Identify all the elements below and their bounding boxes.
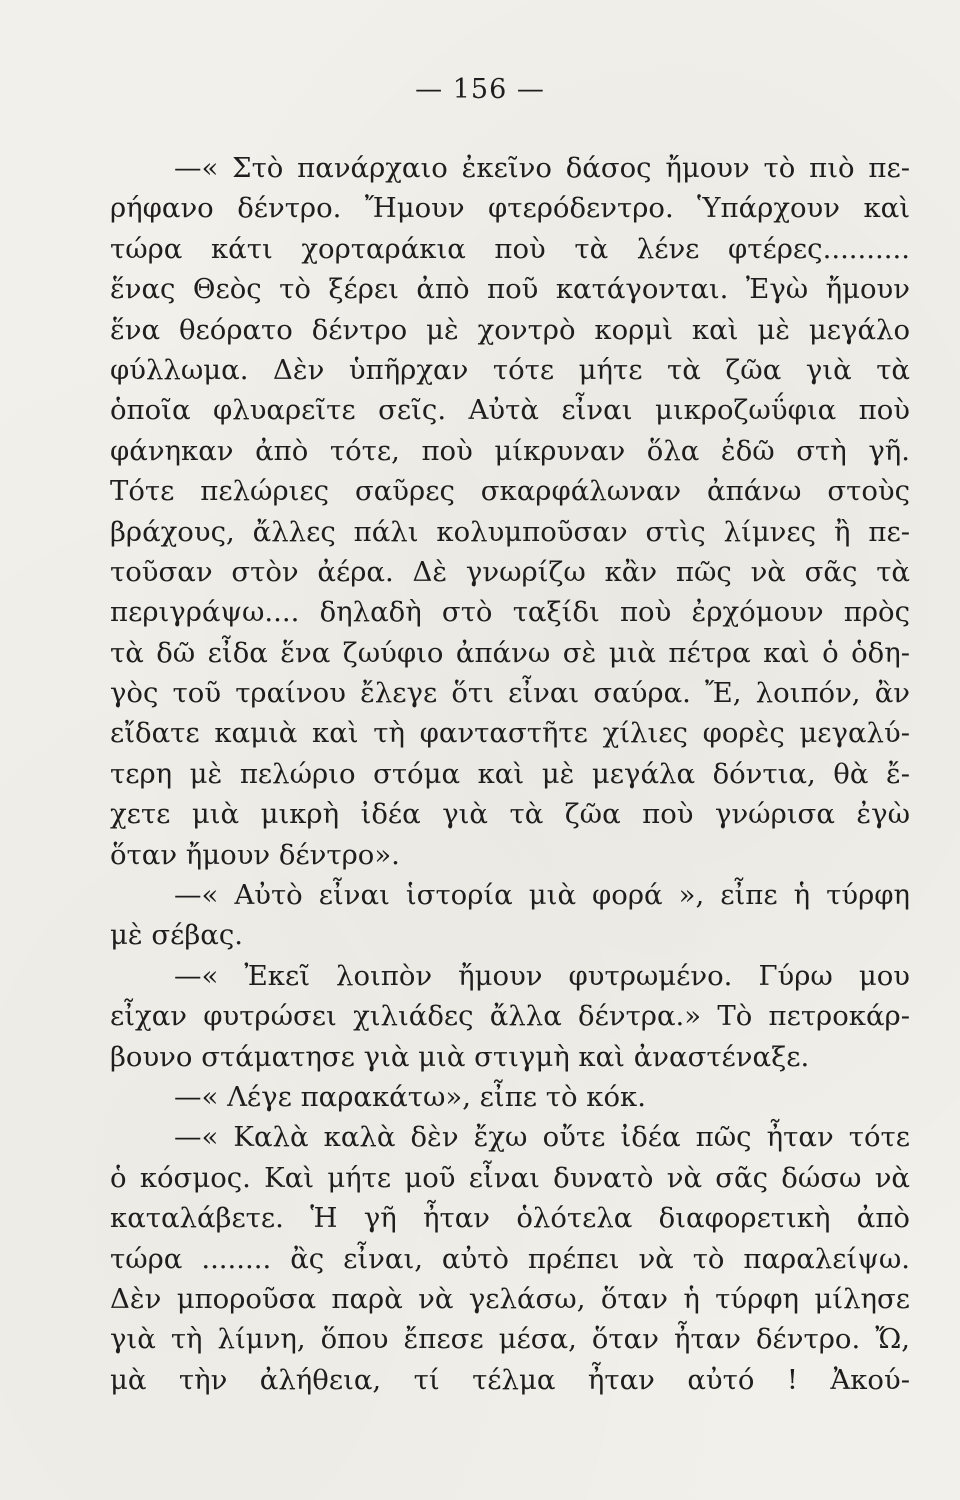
body-text [110,148,910,1400]
text-line: —« Καλὰ καλὰ δὲν ἔχω οὔτε ἰδέα πῶς ἦταν τότε [174,1121,910,1154]
text-line: εἴδατε καμιὰ καὶ τὴ φανταστῆτε χίλιες φορὲς μεγαλύ- [110,717,910,750]
text-line: Τότε πελώριες σαῦρες σκαρφάλωναν ἀπάνω στοὺς [110,475,910,508]
text-line: τώρα ........ ἂς εἶναι, αὐτὸ πρέπει νὰ τὸ παραλείψω. [110,1242,910,1275]
text-line: ἕνα θεόρατο δέντρο μὲ χοντρὸ κορμὶ καὶ μὲ μεγάλο [110,313,910,346]
text-line: χετε μιὰ μικρὴ ἰδέα γιὰ τὰ ζῶα ποὺ γνώρισα ἐγὼ [110,798,910,831]
text-line: —« Λέγε παρακάτω», εἶπε τὸ κόκ. [174,1080,646,1113]
text-line: εἶχαν φυτρώσει χιλιάδες ἄλλα δέντρα.» Τὸ πετροκάρ- [110,1000,910,1033]
text-line: τώρα κάτι χορταράκια ποὺ τὰ λένε φτέρες.......... [110,232,910,265]
text-line: βράχους, ἄλλες πάλι κολυμποῦσαν στὶς λίμνες ἢ πε- [110,515,910,548]
text-line: ὅταν ἤμουν δέντρο». [110,838,400,871]
text-line: καταλάβετε. Ἡ γῆ ἦταν ὁλότελα διαφορετικὴ ἀπὸ [110,1202,910,1235]
text-line: ρήφανο δέντρο. Ἤμουν φτερόδεντρο. Ὑπάρχουν καὶ [110,192,910,225]
text-line: —« Αὐτὸ εἶναι ἱστορία μιὰ φορά », εἶπε ἡ τύρφη [174,879,910,912]
text-line: Δὲν μποροῦσα παρὰ νὰ γελάσω, ὅταν ἡ τύρφη μίλησε [110,1282,910,1315]
text-line: περιγράψω.... δηλαδὴ στὸ ταξίδι ποὺ ἐρχόμουν πρὸς [110,596,910,629]
text-line: —« Στὸ πανάρχαιο ἐκεῖνο δάσος ἤμουν τὸ πιὸ πε- [174,152,910,184]
text-line: τοῦσαν στὸν ἀέρα. Δὲ γνωρίζω κἂν πῶς νὰ σᾶς τὰ [110,555,910,588]
text-line: μὰ τὴν ἀλήθεια, τί τέλμα ἦταν αὐτό ! Ἀκού- [110,1363,910,1396]
text-line: τερη μὲ πελώριο στόμα καὶ μὲ μεγάλα δόντια, θὰ ἔ- [110,757,910,790]
page-number: — 156 — [415,74,545,105]
text-line: τὰ δῶ εἶδα ἕνα ζωύφιο ἀπάνω σὲ μιὰ πέτρα καὶ ὁ ὁδη- [110,636,910,669]
text-line: —« Ἐκεῖ λοιπὸν ἤμουν φυτρωμένο. Γύρω μου [174,959,910,992]
text-line: βουνο στάματησε γιὰ μιὰ στιγμὴ καὶ ἀναστέναξε. [110,1040,810,1073]
text-line: γιὰ τὴ λίμνη, ὅπου ἔπεσε μέσα, ὅταν ἦταν δέντρο. Ὤ, [110,1323,910,1356]
text-line: ἕνας Θεὸς τὸ ξέρει ἀπὸ ποῦ κατάγονται. Ἐγὼ ἤμουν [110,273,910,306]
text-line: φύλλωμα. Δὲν ὑπῆρχαν τότε μήτε τὰ ζῶα γιὰ τὰ [110,353,910,386]
text-line: μὲ σέβας. [110,919,244,952]
text-line: γὸς τοῦ τραίνου ἔλεγε ὅτι εἶναι σαύρα. Ἔ, λοιπόν, ἂν [110,677,910,710]
text-line: ὁ κόσμος. Καὶ μήτε μοῦ εἶναι δυνατὸ νὰ σᾶς δώσω νὰ [110,1161,910,1194]
text-line: φάνηκαν ἀπὸ τότε, ποὺ μίκρυναν ὅλα ἐδῶ στὴ γῆ. [110,434,910,467]
text-line: ὁποῖα φλυαρεῖτε σεῖς. Αὐτὰ εἶναι μικροζωΰφια ποὺ [110,394,910,427]
